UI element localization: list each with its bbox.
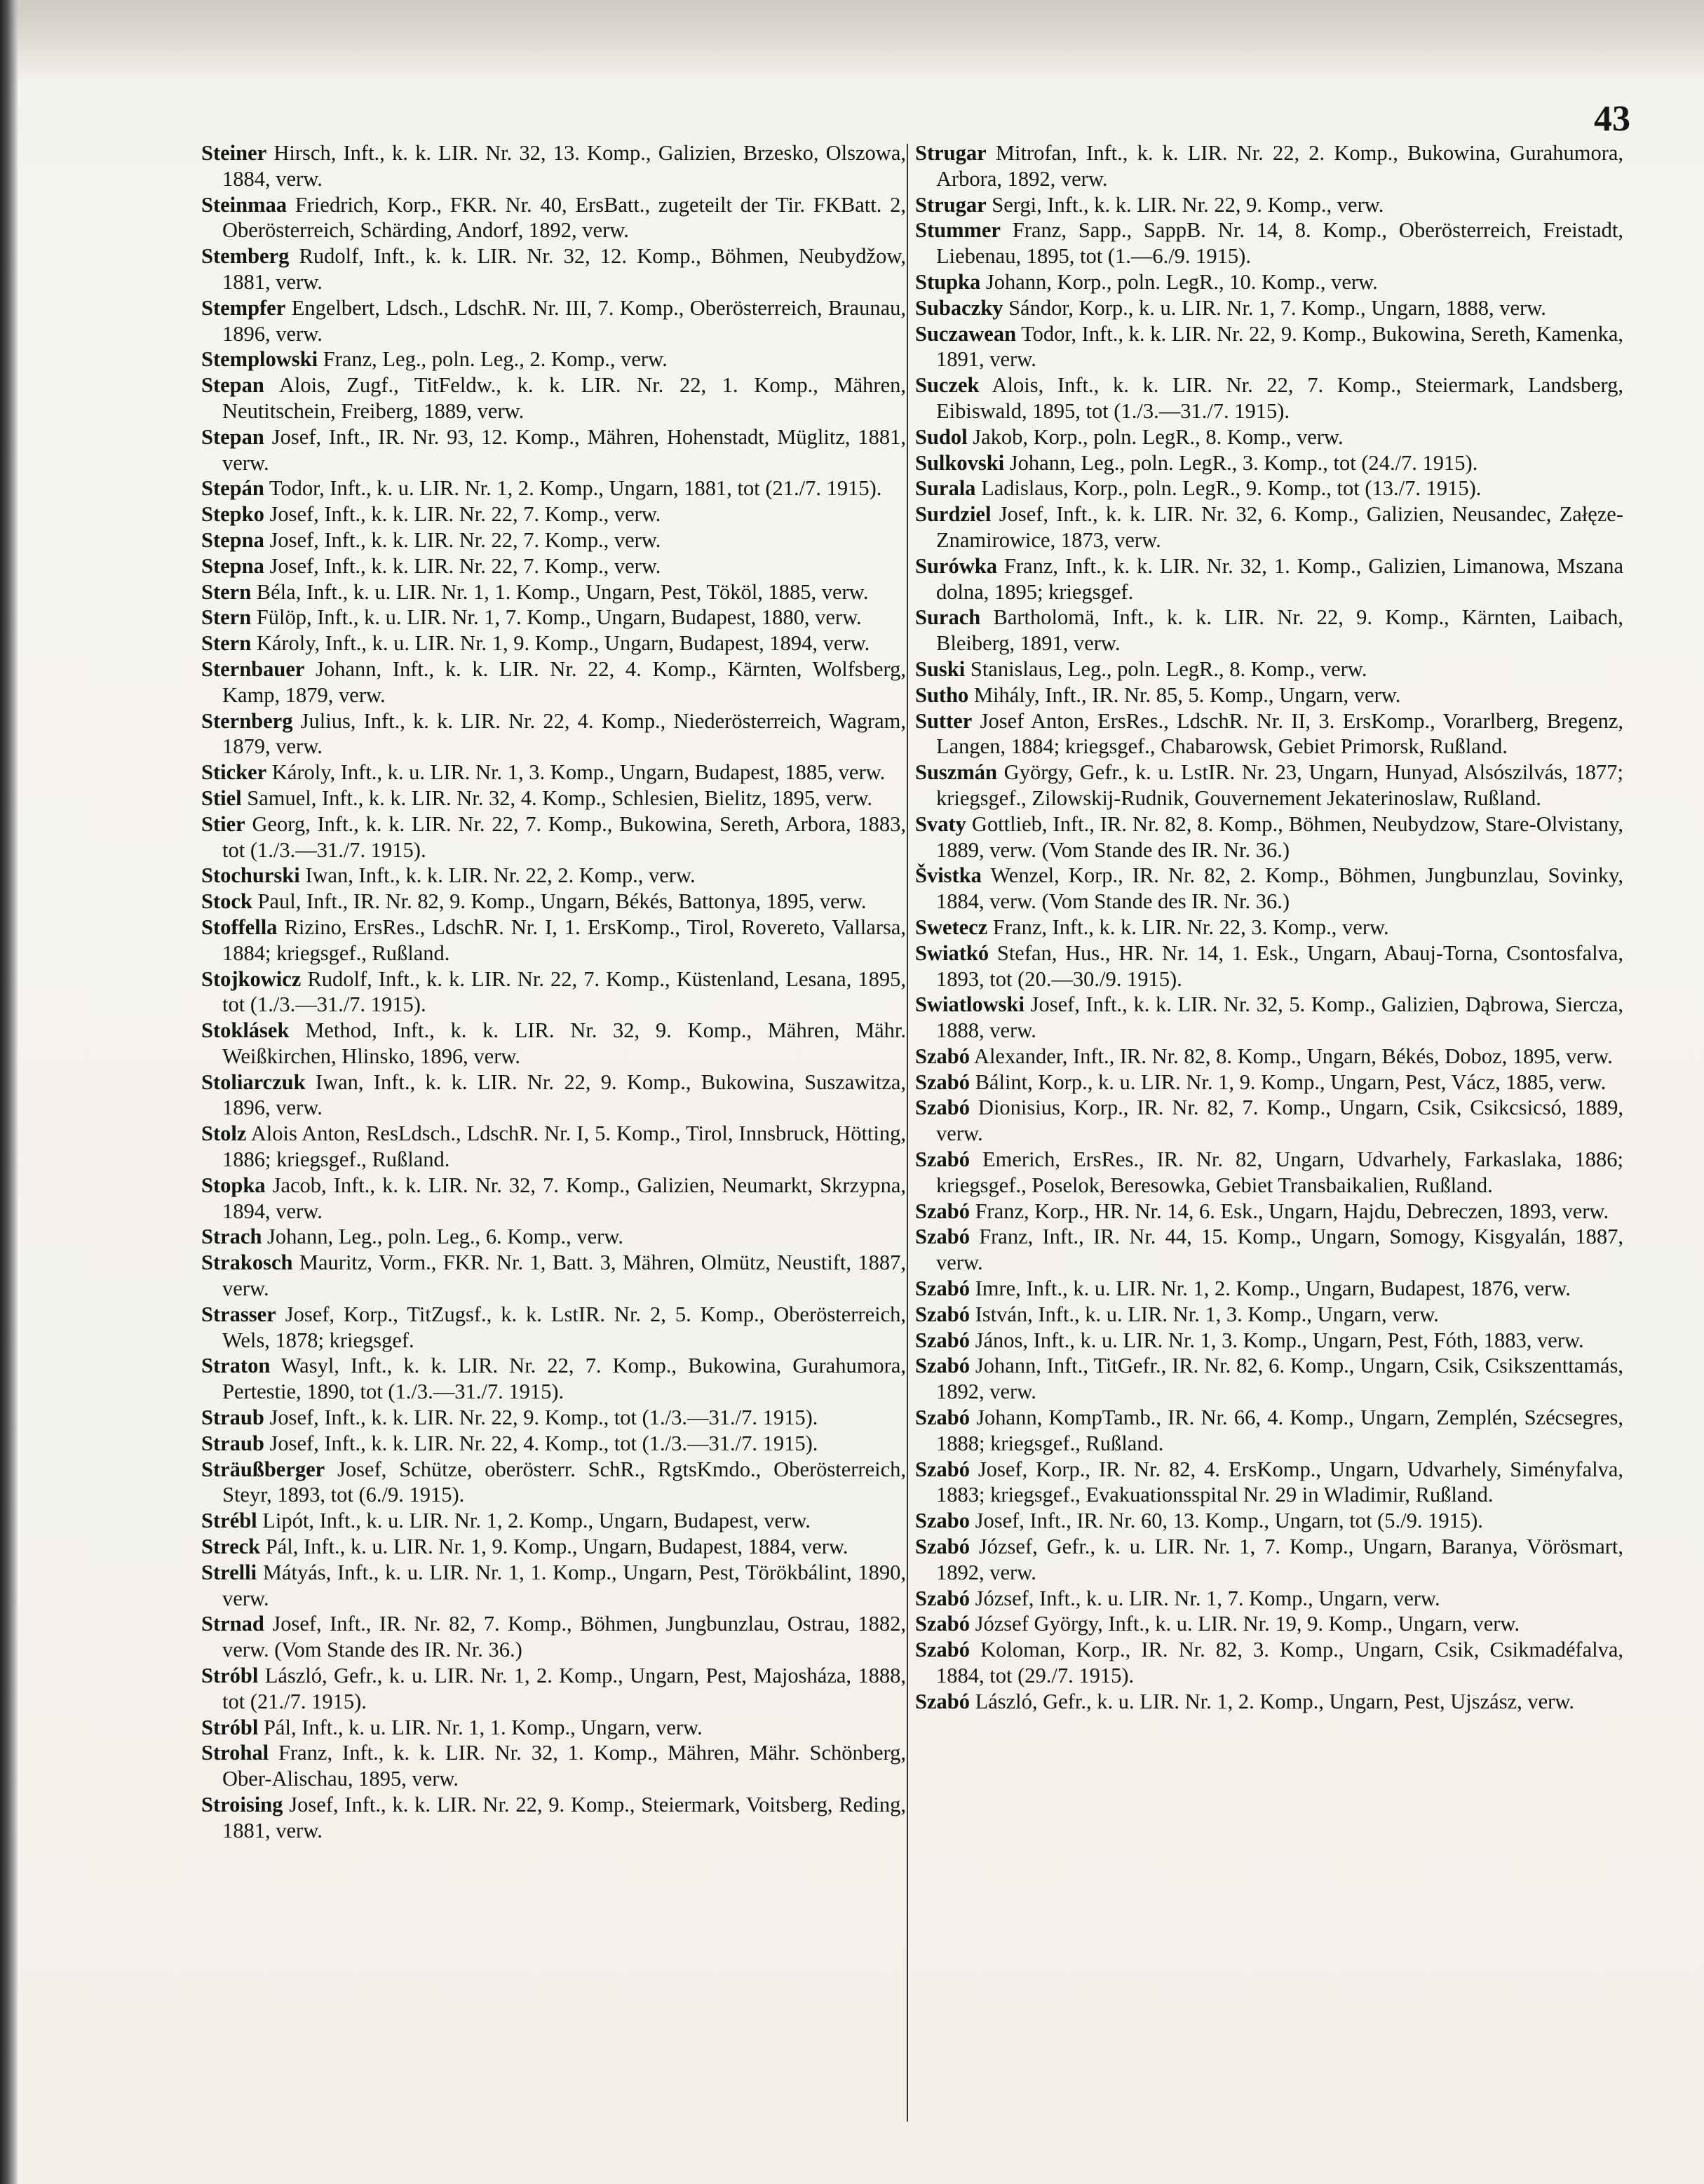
list-item bbox=[201, 1508, 906, 1534]
entry-surname: Stummer bbox=[915, 218, 1001, 243]
entry-details: Rudolf, Inft., k. k. LIR. Nr. 22, 7. Komp., Küstenland, Lesana, 1895, tot (1./3.—31./7. 1915). bbox=[222, 966, 906, 1017]
entry-surname: Szabó bbox=[915, 1638, 970, 1662]
entry-surname: Stoklásek bbox=[201, 1018, 290, 1043]
entry-surname: Stoliarczuk bbox=[201, 1070, 306, 1094]
list-item bbox=[201, 1353, 906, 1405]
column-divider bbox=[907, 144, 908, 2122]
entry-surname: Szabó bbox=[915, 1302, 970, 1326]
entry-details: Bartholomä, Inft., k. k. LIR. Nr. 22, 9. Komp., Kärnten, Laibach, Bleiberg, 1891, verw. bbox=[936, 605, 1623, 656]
entry-details: Dionisius, Korp., IR. Nr. 82, 7. Komp., Ungarn, Csik, Csikcsicsó, 1889, verw. bbox=[936, 1096, 1624, 1146]
entry-details: Sándor, Korp., k. u. LIR. Nr. 1, 7. Komp., Ungarn, 1888, verw. bbox=[1008, 295, 1546, 320]
entry-surname: Steinmaa bbox=[201, 192, 287, 217]
list-item bbox=[915, 1637, 1623, 1689]
entry-details: Károly, Inft., k. u. LIR. Nr. 1, 3. Komp., Ungarn, Budapest, 1885, verw. bbox=[271, 760, 886, 785]
entry-details: Franz, Inft., IR. Nr. 44, 15. Komp., Ungarn, Somogy, Kisgyalán, 1887, verw. bbox=[936, 1225, 1624, 1275]
entry-details: József György, Inft., k. u. LIR. Nr. 19, 9. Komp., Ungarn, verw. bbox=[975, 1612, 1520, 1636]
entry-details: Károly, Inft., k. u. LIR. Nr. 1, 9. Komp., Ungarn, Budapest, 1894, verw. bbox=[256, 631, 870, 656]
entry-details: Mauritz, Vorm., FKR. Nr. 1, Batt. 3, Mähren, Olmütz, Neustift, 1887, verw. bbox=[222, 1251, 907, 1301]
list-item bbox=[201, 760, 906, 786]
list-item bbox=[915, 605, 1623, 656]
list-item bbox=[915, 1611, 1623, 1637]
entry-details: Todor, Inft., k. u. LIR. Nr. 1, 2. Komp., Ungarn, 1881, tot (21./7. 1915). bbox=[269, 476, 882, 501]
entry-details: Georg, Inft., k. k. LIR. Nr. 22, 7. Komp., Bukowina, Sereth, Arbora, 1883, tot (1./3.—31./7. 1915). bbox=[222, 811, 906, 862]
list-item bbox=[201, 346, 906, 372]
entry-details: Josef, Korp., TitZugsf., k. k. LstIR. Nr. 2, 5. Komp., Oberösterreich, Wels, 1878; kriegsgef. bbox=[222, 1302, 906, 1352]
list-item bbox=[915, 811, 1623, 863]
list-item bbox=[201, 811, 906, 863]
list-item bbox=[201, 295, 906, 347]
entry-surname: Szabó bbox=[915, 1612, 970, 1636]
entry-details: Wenzel, Korp., IR. Nr. 82, 2. Komp., Böhmen, Jungbunzlau, Sovinky, 1884, verw. (Vom Stande des IR. Nr. 36.) bbox=[936, 863, 1624, 914]
entry-surname: Strohal bbox=[201, 1741, 269, 1765]
entry-surname: Szabó bbox=[915, 1457, 970, 1481]
list-item bbox=[201, 1173, 906, 1225]
entry-surname: Steiner bbox=[201, 141, 267, 165]
entry-details: Jakob, Korp., poln. LegR., 8. Komp., verw. bbox=[973, 424, 1344, 449]
entry-details: János, Inft., k. u. LIR. Nr. 1, 3. Komp., Ungarn, Pest, Fóth, 1883, verw. bbox=[975, 1328, 1584, 1352]
entry-details: Josef, Inft., k. k. LIR. Nr. 32, 6. Komp., Galizien, Neusandec, Załęze-Znamirowice, 1873, verw. bbox=[936, 502, 1624, 552]
entry-details: Josef, Korp., IR. Nr. 82, 4. ErsKomp., Ungarn, Udvarhely, Siményfalva, 1883; kriegsgef., Evakuationsspital Nr. 29 in Wladimir, Rußland. bbox=[936, 1457, 1623, 1507]
page-number: 43 bbox=[1594, 99, 1630, 139]
entry-details: Johann, Inft., k. k. LIR. Nr. 22, 4. Komp., Kärnten, Wolfsberg, Kamp, 1879, verw. bbox=[222, 656, 907, 707]
entry-surname: Szabó bbox=[915, 1199, 970, 1223]
entry-details: József, Inft., k. u. LIR. Nr. 1, 7. Komp., Ungarn, verw. bbox=[975, 1586, 1440, 1610]
entry-details: Julius, Inft., k. k. LIR. Nr. 22, 4. Komp., Niederösterreich, Wagram, 1879, verw. bbox=[222, 708, 907, 759]
entry-surname: Sträußberger bbox=[201, 1457, 325, 1481]
list-item bbox=[915, 192, 1623, 218]
entry-surname: Sulkovski bbox=[915, 450, 1005, 475]
list-item bbox=[915, 269, 1623, 295]
list-item bbox=[915, 992, 1623, 1044]
entry-surname: Streck bbox=[201, 1535, 261, 1559]
entry-details: Emerich, ErsRes., IR. Nr. 82, Ungarn, Udvarhely, Farkaslaka, 1886; kriegsgef., Poselok, Beresowka, Gebiet Transbaikalien, Rußland. bbox=[936, 1147, 1623, 1197]
list-item bbox=[915, 1534, 1623, 1586]
entry-surname: Stochurski bbox=[201, 863, 300, 888]
entry-details: Josef, Inft., k. k. LIR. Nr. 22, 9. Komp., Steiermark, Voitsberg, Reding, 1881, verw. bbox=[222, 1793, 906, 1842]
entry-surname: Stern bbox=[201, 579, 252, 604]
entry-details: Hirsch, Inft., k. k. LIR. Nr. 32, 13. Komp., Galizien, Brzesko, Olszowa, 1884, verw. bbox=[222, 141, 906, 191]
list-item bbox=[915, 372, 1623, 424]
entry-surname: Sticker bbox=[201, 760, 267, 785]
entry-surname: Sternbauer bbox=[201, 656, 305, 681]
list-item bbox=[201, 915, 906, 966]
entry-surname: Stock bbox=[201, 889, 252, 914]
entry-surname: Sutter bbox=[915, 708, 973, 733]
entry-surname: Stemberg bbox=[201, 244, 290, 269]
entry-surname: Suczek bbox=[915, 373, 980, 398]
entry-surname: Swetecz bbox=[915, 915, 988, 939]
entry-details: Stefan, Hus., HR. Nr. 14, 1. Esk., Ungarn, Abauj-Torna, Csontosfalva, 1893, tot (20.—30./9. 1915). bbox=[936, 941, 1624, 991]
entry-surname: Sutho bbox=[915, 682, 969, 707]
list-item bbox=[201, 889, 906, 915]
list-item bbox=[201, 966, 906, 1018]
list-item bbox=[201, 1121, 906, 1173]
entry-surname: Szabó bbox=[915, 1328, 970, 1352]
list-item bbox=[915, 941, 1623, 992]
entry-details: Mitrofan, Inft., k. k. LIR. Nr. 22, 2. Komp., Bukowina, Gurahumora, Arbora, 1892, verw. bbox=[936, 141, 1624, 191]
entry-surname: Subaczky bbox=[915, 295, 1003, 320]
entry-details: Gottlieb, Inft., IR. Nr. 82, 8. Komp., Böhmen, Neubydzow, Stare-Olvistany, 1889, verw. (Vom Stande des IR. Nr. 36.) bbox=[936, 811, 1623, 862]
list-item bbox=[201, 1250, 906, 1302]
entry-surname: Szabó bbox=[915, 1225, 970, 1249]
list-item bbox=[915, 1586, 1623, 1612]
entry-details: Alois, Zugf., TitFeldw., k. k. LIR. Nr. 22, 1. Komp., Mähren, Neutitschein, Freiberg, 1889, verw. bbox=[222, 373, 906, 423]
entry-surname: Stern bbox=[201, 631, 252, 656]
entry-surname: Surdziel bbox=[915, 502, 992, 527]
entry-details: László, Gefr., k. u. LIR. Nr. 1, 2. Komp., Ungarn, Pest, Majosháza, 1888, tot (21./7. 1915). bbox=[222, 1664, 906, 1713]
entry-details: Samuel, Inft., k. k. LIR. Nr. 32, 4. Komp., Schlesien, Bielitz, 1895, verw. bbox=[247, 786, 872, 810]
entry-surname: Straub bbox=[201, 1431, 264, 1455]
entry-details: Franz, Korp., HR. Nr. 14, 6. Esk., Ungarn, Hajdu, Debreczen, 1893, verw. bbox=[975, 1199, 1609, 1223]
entry-surname: Stepan bbox=[201, 424, 264, 449]
list-item bbox=[915, 1044, 1623, 1070]
entry-surname: Szabó bbox=[915, 1586, 970, 1610]
entry-surname: Straton bbox=[201, 1354, 271, 1378]
entry-details: Imre, Inft., k. u. LIR. Nr. 1, 2. Komp., Ungarn, Budapest, 1876, verw. bbox=[975, 1276, 1571, 1301]
entry-surname: Stempfer bbox=[201, 295, 286, 320]
entry-details: Rudolf, Inft., k. k. LIR. Nr. 32, 12. Komp., Böhmen, Neubydžow, 1881, verw. bbox=[222, 244, 906, 294]
entry-surname: Stupka bbox=[915, 269, 981, 294]
right-column bbox=[915, 140, 1623, 1715]
list-item bbox=[915, 1508, 1623, 1534]
list-item bbox=[201, 1224, 906, 1250]
entry-surname: Surala bbox=[915, 476, 976, 501]
entry-surname: Sternberg bbox=[201, 708, 293, 733]
entry-details: Bálint, Korp., k. u. LIR. Nr. 1, 9. Komp., Ungarn, Pest, Vácz, 1885, verw. bbox=[975, 1070, 1607, 1094]
entry-surname: Stepna bbox=[201, 527, 264, 552]
list-item bbox=[201, 1018, 906, 1070]
list-item bbox=[915, 656, 1623, 682]
entry-surname: Stojkowicz bbox=[201, 966, 302, 991]
entry-details: Sergi, Inft., k. k. LIR. Nr. 22, 9. Komp., verw. bbox=[992, 192, 1384, 217]
entry-details: Alois Anton, ResLdsch., LdschR. Nr. I, 5. Komp., Tirol, Innsbruck, Hötting, 1886; kriegsgef., Rußland. bbox=[222, 1121, 906, 1172]
entry-surname: Stepko bbox=[201, 502, 264, 527]
entry-details: Johann, Inft., TitGefr., IR. Nr. 82, 6. Komp., Ungarn, Csik, Csikszenttamás, 1892, verw. bbox=[936, 1354, 1624, 1404]
entry-surname: Szabó bbox=[915, 1070, 970, 1094]
entry-details: Mátyás, Inft., k. u. LIR. Nr. 1, 1. Komp., Ungarn, Pest, Törökbálint, 1890, verw. bbox=[222, 1560, 907, 1610]
list-item bbox=[915, 1405, 1623, 1457]
entry-surname: Suski bbox=[915, 656, 966, 681]
list-item bbox=[201, 1663, 906, 1715]
entry-details: Franz, Leg., poln. Leg., 2. Komp., verw. bbox=[323, 347, 668, 372]
entry-details: Franz, Inft., k. k. LIR. Nr. 32, 1. Komp., Galizien, Limanowa, Mszana dolna, 1895; kriegsgef. bbox=[936, 553, 1624, 604]
entry-surname: Stroising bbox=[201, 1793, 283, 1816]
entry-details: Ladislaus, Korp., poln. LegR., 9. Komp., tot (13./7. 1915). bbox=[981, 476, 1482, 501]
entry-surname: Straub bbox=[201, 1406, 264, 1430]
entry-surname: Strnad bbox=[201, 1612, 264, 1636]
entry-details: Josef Anton, ErsRes., LdschR. Nr. II, 3. ErsKomp., Vorarlberg, Bregenz, Langen, 1884; kriegsgef., Chabarowsk, Gebiet Primorsk, Rußland. bbox=[936, 708, 1623, 759]
entry-surname: Svaty bbox=[915, 811, 966, 836]
entry-surname: Stier bbox=[201, 811, 245, 836]
entry-surname: Szabó bbox=[915, 1354, 970, 1378]
list-item bbox=[201, 501, 906, 527]
left-column bbox=[201, 140, 906, 1844]
entry-details: Alexander, Inft., IR. Nr. 82, 8. Komp., Ungarn, Békés, Doboz, 1895, verw. bbox=[973, 1044, 1613, 1068]
entry-surname: Strakosch bbox=[201, 1251, 293, 1275]
list-item bbox=[915, 424, 1623, 450]
list-item bbox=[201, 553, 906, 579]
entry-details: Alois, Inft., k. k. LIR. Nr. 22, 7. Komp., Steiermark, Landsberg, Eibiswald, 1895, tot (1./3.—31./7. 1915). bbox=[936, 373, 1623, 423]
entry-surname: Suszmán bbox=[915, 760, 997, 785]
list-item bbox=[915, 1199, 1623, 1225]
entry-surname: Strasser bbox=[201, 1302, 276, 1326]
entry-details: Josef, Inft., k. k. LIR. Nr. 32, 5. Komp., Galizien, Dąbrowa, Siercza, 1888, verw. bbox=[936, 992, 1624, 1043]
entry-surname: Stolz bbox=[201, 1121, 247, 1146]
list-item bbox=[915, 863, 1623, 915]
entry-surname: Strach bbox=[201, 1225, 262, 1249]
entry-surname: Sudol bbox=[915, 424, 968, 449]
list-item bbox=[201, 1611, 906, 1663]
list-item bbox=[201, 1740, 906, 1792]
entry-surname: Szabó bbox=[915, 1689, 970, 1713]
entry-details: Stanislaus, Leg., poln. LegR., 8. Komp., verw. bbox=[970, 656, 1367, 681]
entry-details: Wasyl, Inft., k. k. LIR. Nr. 22, 7. Komp., Bukowina, Gurahumora, Pertestie, 1890, tot (1./3.—31./7. 1915). bbox=[222, 1354, 906, 1404]
list-item bbox=[915, 476, 1623, 501]
list-item bbox=[915, 553, 1623, 605]
entry-surname: Szabó bbox=[915, 1406, 970, 1430]
top-shadow bbox=[0, 0, 1704, 84]
list-item bbox=[915, 1276, 1623, 1302]
list-item bbox=[201, 786, 906, 811]
list-item bbox=[915, 1302, 1623, 1328]
list-item bbox=[915, 1457, 1623, 1509]
entry-details: Pál, Inft., k. u. LIR. Nr. 1, 1. Komp., Ungarn, verw. bbox=[263, 1715, 703, 1739]
entry-details: Rizino, ErsRes., LdschR. Nr. I, 1. ErsKomp., Tirol, Rovereto, Vallarsa, 1884; kriegsgef., Rußland. bbox=[222, 915, 907, 965]
entry-surname: Švistka bbox=[915, 863, 982, 888]
entry-details: Method, Inft., k. k. LIR. Nr. 32, 9. Komp., Mähren, Mähr. Weißkirchen, Hlinsko, 1896, verw. bbox=[222, 1018, 907, 1068]
entry-surname: Stiel bbox=[201, 786, 242, 810]
entry-surname: Szabó bbox=[915, 1147, 970, 1172]
entry-surname: Stepna bbox=[201, 553, 264, 578]
entry-surname: Surówka bbox=[915, 553, 997, 578]
entry-surname: Szabo bbox=[915, 1509, 970, 1533]
list-item bbox=[201, 656, 906, 708]
entry-surname: Strelli bbox=[201, 1560, 257, 1584]
entry-details: Johann, Leg., poln. LegR., 3. Komp., tot (24./7. 1915). bbox=[1009, 450, 1478, 475]
entry-details: Béla, Inft., k. u. LIR. Nr. 1, 1. Komp., Ungarn, Pest, Tököl, 1885, verw. bbox=[256, 579, 869, 604]
entry-details: Friedrich, Korp., FKR. Nr. 40, ErsBatt., zugeteilt der Tir. FKBatt. 2, Oberösterreich, Schärding, Andorf, 1892, verw. bbox=[222, 192, 906, 243]
entry-surname: Strugar bbox=[915, 141, 987, 165]
entry-details: Johann, Korp., poln. LegR., 10. Komp., verw. bbox=[985, 269, 1378, 294]
entry-details: István, Inft., k. u. LIR. Nr. 1, 3. Komp., Ungarn, verw. bbox=[975, 1302, 1439, 1326]
entry-details: Iwan, Inft., k. k. LIR. Nr. 22, 9. Komp., Bukowina, Suszawitza, 1896, verw. bbox=[222, 1070, 906, 1120]
entry-details: Fülöp, Inft., k. u. LIR. Nr. 1, 7. Komp., Ungarn, Budapest, 1880, verw. bbox=[256, 605, 862, 630]
entry-details: Josef, Inft., k. k. LIR. Nr. 22, 9. Komp., tot (1./3.—31./7. 1915). bbox=[269, 1406, 818, 1430]
list-item bbox=[201, 579, 906, 605]
entry-details: Koloman, Korp., IR. Nr. 82, 3. Komp., Ungarn, Csik, Csikmadéfalva, 1884, tot (29./7. 1915). bbox=[936, 1638, 1624, 1688]
list-item bbox=[201, 1457, 906, 1509]
entry-surname: Stróbl bbox=[201, 1664, 259, 1688]
entry-details: Todor, Inft., k. k. LIR. Nr. 22, 9. Komp., Bukowina, Sereth, Kamenka, 1891, verw. bbox=[936, 321, 1623, 372]
entry-surname: Stopka bbox=[201, 1173, 266, 1197]
list-item bbox=[201, 424, 906, 476]
entry-details: Pál, Inft., k. u. LIR. Nr. 1, 9. Komp., Ungarn, Budapest, 1884, verw. bbox=[265, 1535, 848, 1559]
list-item bbox=[915, 1689, 1623, 1715]
entry-details: Johann, Leg., poln. Leg., 6. Komp., verw. bbox=[267, 1225, 624, 1249]
entry-details: Josef, Inft., k. k. LIR. Nr. 22, 7. Komp., verw. bbox=[269, 527, 661, 552]
list-item bbox=[201, 1560, 906, 1612]
list-item bbox=[201, 708, 906, 760]
entry-surname: Strébl bbox=[201, 1509, 257, 1533]
list-item bbox=[201, 1715, 906, 1741]
entry-details: Josef, Inft., k. k. LIR. Nr. 22, 7. Komp., verw. bbox=[269, 553, 661, 578]
list-item bbox=[201, 527, 906, 553]
list-item bbox=[915, 1224, 1623, 1276]
entry-details: Lipót, Inft., k. u. LIR. Nr. 1, 2. Komp., Ungarn, Budapest, verw. bbox=[262, 1509, 811, 1533]
list-item bbox=[915, 1353, 1623, 1405]
list-item bbox=[201, 192, 906, 244]
entry-details: Johann, KompTamb., IR. Nr. 66, 4. Komp., Ungarn, Zemplén, Szécsegres, 1888; kriegsgef., Rußland. bbox=[936, 1406, 1623, 1455]
list-item bbox=[915, 295, 1623, 321]
entry-details: Paul, Inft., IR. Nr. 82, 9. Komp., Ungarn, Békés, Battonya, 1895, verw. bbox=[257, 889, 867, 914]
entry-surname: Stern bbox=[201, 605, 252, 630]
list-item bbox=[915, 501, 1623, 553]
list-item bbox=[915, 1147, 1623, 1199]
entry-details: Josef, Inft., IR. Nr. 82, 7. Komp., Böhmen, Jungbunzlau, Ostrau, 1882, verw. (Vom Stande des IR. Nr. 36.) bbox=[222, 1612, 906, 1662]
entry-surname: Szabó bbox=[915, 1096, 970, 1120]
list-item bbox=[915, 708, 1623, 760]
list-item bbox=[201, 1431, 906, 1457]
list-item bbox=[915, 760, 1623, 811]
list-item bbox=[201, 140, 906, 192]
list-item bbox=[201, 863, 906, 889]
entry-surname: Stemplowski bbox=[201, 347, 318, 372]
entry-details: Josef, Schütze, oberösterr. SchR., RgtsKmdo., Oberösterreich, Steyr, 1893, tot (6./9. 1915). bbox=[222, 1457, 906, 1507]
entry-surname: Stepan bbox=[201, 373, 264, 398]
list-item bbox=[915, 450, 1623, 476]
entry-details: Mihály, Inft., IR. Nr. 85, 5. Komp., Ungarn, verw. bbox=[973, 682, 1401, 707]
list-item bbox=[201, 605, 906, 631]
list-item bbox=[201, 631, 906, 656]
list-item bbox=[915, 1328, 1623, 1354]
list-item bbox=[915, 915, 1623, 941]
entry-surname: Swiatlowski bbox=[915, 992, 1025, 1017]
entry-details: Josef, Inft., IR. Nr. 93, 12. Komp., Mähren, Hohenstadt, Müglitz, 1881, verw. bbox=[222, 424, 906, 475]
entry-details: Engelbert, Ldsch., LdschR. Nr. III, 7. Komp., Oberösterreich, Braunau, 1896, verw. bbox=[222, 295, 906, 346]
list-item bbox=[201, 243, 906, 295]
entry-details: Josef, Inft., IR. Nr. 60, 13. Komp., Ungarn, tot (5./9. 1915). bbox=[975, 1509, 1483, 1533]
list-item bbox=[915, 1095, 1623, 1147]
entry-details: Jacob, Inft., k. k. LIR. Nr. 32, 7. Komp., Galizien, Neumarkt, Skrzypna, 1894, verw. bbox=[222, 1173, 907, 1223]
entry-details: Franz, Inft., k. k. LIR. Nr. 22, 3. Komp., verw. bbox=[992, 915, 1389, 939]
entry-surname: Stróbl bbox=[201, 1715, 259, 1739]
list-item bbox=[201, 476, 906, 501]
list-item bbox=[201, 372, 906, 424]
entry-surname: Stoffella bbox=[201, 915, 278, 939]
list-item bbox=[915, 140, 1623, 192]
entry-details: Josef, Inft., k. k. LIR. Nr. 22, 4. Komp., tot (1./3.—31./7. 1915). bbox=[269, 1431, 818, 1455]
list-item bbox=[915, 217, 1623, 269]
list-item bbox=[915, 321, 1623, 373]
entry-details: László, Gefr., k. u. LIR. Nr. 1, 2. Komp., Ungarn, Pest, Ujszász, verw. bbox=[975, 1689, 1574, 1713]
entry-surname: Suczawean bbox=[915, 321, 1017, 346]
list-item bbox=[201, 1405, 906, 1431]
entry-surname: Stepán bbox=[201, 476, 264, 501]
entry-details: Iwan, Inft., k. k. LIR. Nr. 22, 2. Komp., verw. bbox=[305, 863, 696, 888]
list-item bbox=[201, 1070, 906, 1121]
entry-surname: Surach bbox=[915, 605, 981, 630]
list-item bbox=[915, 682, 1623, 708]
list-item bbox=[201, 1534, 906, 1560]
entry-details: József, Gefr., k. u. LIR. Nr. 1, 7. Komp., Ungarn, Baranya, Vörösmart, 1892, verw. bbox=[936, 1535, 1623, 1584]
list-item bbox=[201, 1792, 906, 1844]
entry-surname: Swiatkó bbox=[915, 941, 989, 965]
entry-surname: Szabó bbox=[915, 1044, 970, 1068]
entry-surname: Szabó bbox=[915, 1535, 970, 1559]
entry-surname: Strugar bbox=[915, 192, 987, 217]
entry-details: György, Gefr., k. u. LstIR. Nr. 23, Ungarn, Hunyad, Alsószilvás, 1877; kriegsgef., Zilowskij-Rudnik, Gouvernement Jekaterinoslaw, Rußland. bbox=[936, 760, 1623, 810]
entry-details: Josef, Inft., k. k. LIR. Nr. 22, 7. Komp., verw. bbox=[269, 502, 661, 527]
entry-details: Franz, Sapp., SappB. Nr. 14, 8. Komp., Oberösterreich, Freistadt, Liebenau, 1895, tot (1.—6./9. 1915). bbox=[936, 218, 1623, 269]
entry-details: Franz, Inft., k. k. LIR. Nr. 32, 1. Komp., Mähren, Mähr. Schönberg, Ober-Alischau, 1895, verw. bbox=[222, 1741, 907, 1791]
entry-surname: Szabó bbox=[915, 1276, 970, 1301]
list-item bbox=[201, 1302, 906, 1354]
list-item bbox=[915, 1070, 1623, 1096]
binding-edge bbox=[0, 0, 18, 2184]
